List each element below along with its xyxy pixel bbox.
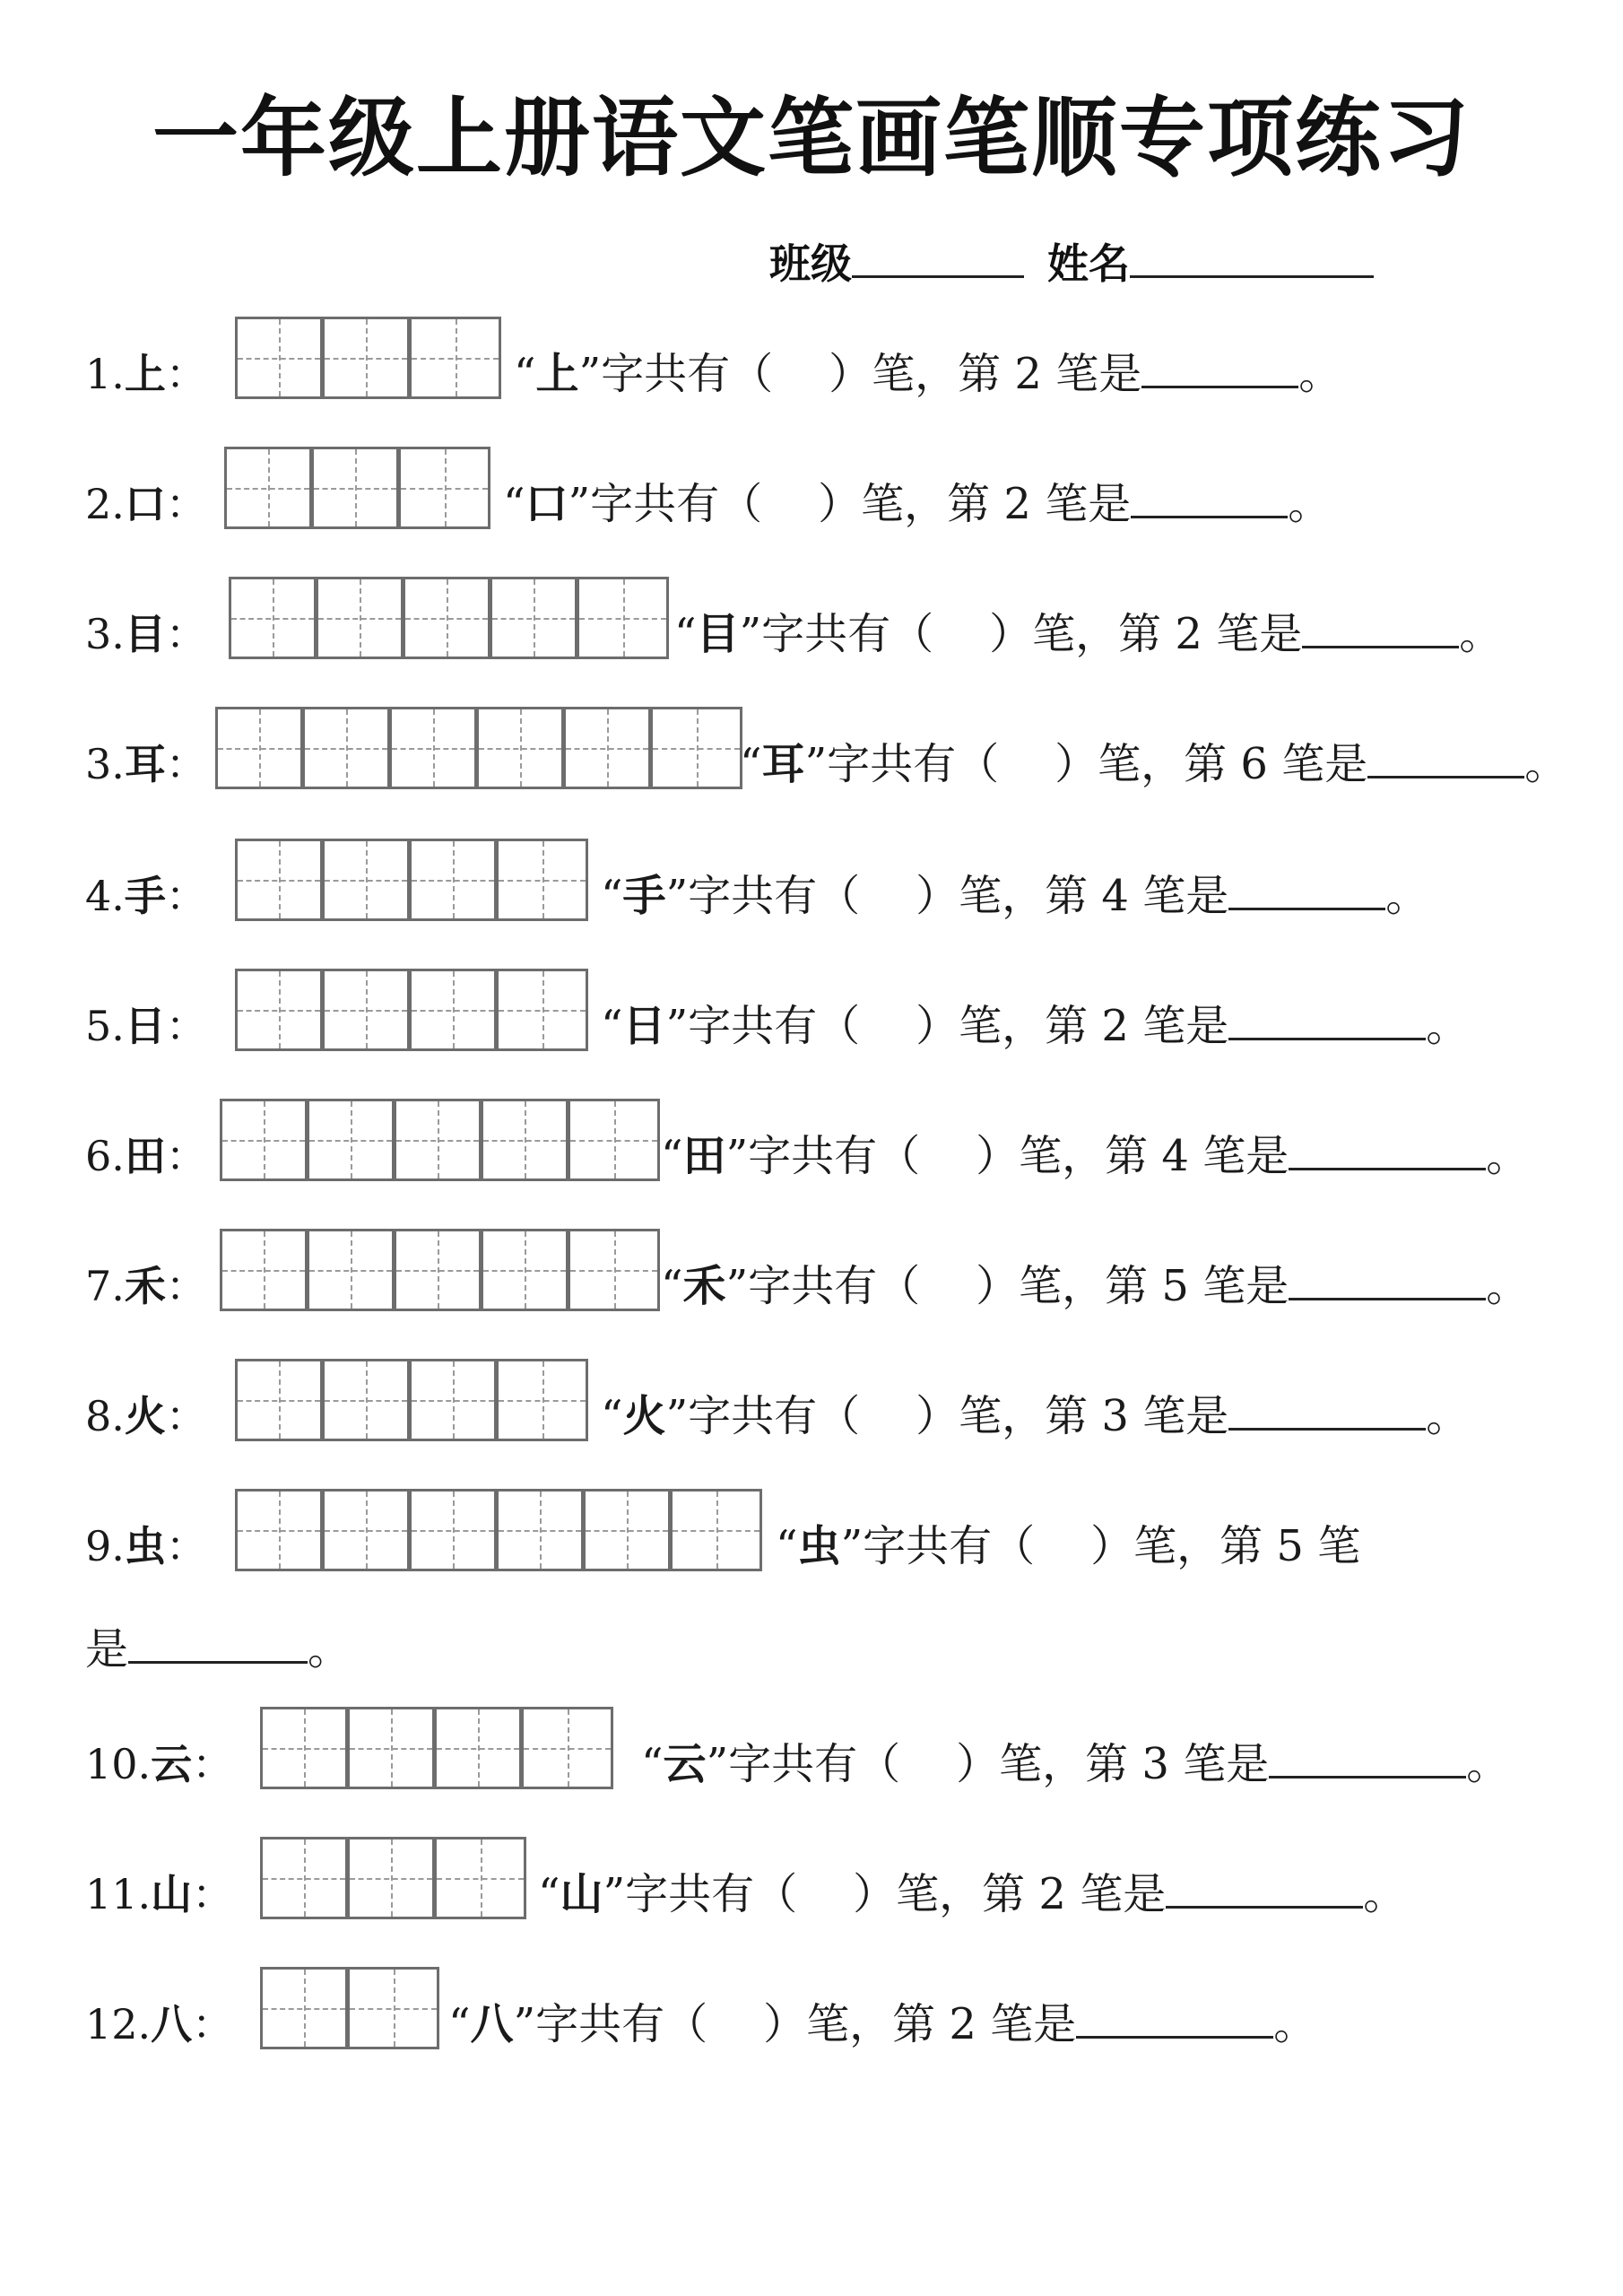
question-text — [641, 1729, 1509, 1791]
question-row — [0, 1707, 1623, 1793]
number-label: 4. — [85, 872, 125, 920]
tianzige-cell[interactable] — [499, 971, 586, 1048]
stroke-number: 2 — [990, 479, 1046, 529]
open-quote: “ — [740, 739, 762, 789]
middle-text: ）笔，第 — [976, 1261, 1149, 1311]
quoted-char: 山 — [560, 1869, 603, 1919]
period: 。 — [1426, 1001, 1470, 1051]
name-label: 姓名 — [1047, 239, 1130, 288]
colon: ： — [165, 610, 207, 658]
question-number — [85, 342, 207, 401]
target-char: 上 — [124, 350, 166, 398]
question-text — [661, 1251, 1529, 1313]
quoted-char: 日 — [622, 1001, 666, 1051]
question-number — [85, 1254, 207, 1313]
close-quote: ” — [725, 1131, 749, 1181]
close-quote: ” — [603, 1869, 626, 1919]
open-quote: “ — [661, 1261, 683, 1311]
tianzige-cell[interactable] — [412, 1492, 499, 1569]
colon: ： — [192, 1740, 234, 1788]
tianzige-cell[interactable] — [412, 841, 499, 918]
stroke-number: 5 — [1263, 1521, 1318, 1571]
middle-text: ）笔，第 — [853, 1869, 1026, 1919]
tianzige-cell[interactable] — [263, 1709, 350, 1787]
quoted-char: 八 — [470, 1999, 514, 2049]
number-label: 9. — [85, 1522, 125, 1570]
tianzige-cell[interactable] — [218, 709, 305, 787]
stroke-number: 5 — [1148, 1261, 1203, 1311]
prefix-text: 字共有（ — [827, 739, 1000, 789]
suffix-text: 笔是 — [1045, 479, 1132, 529]
tianzige-cell[interactable] — [350, 1839, 437, 1917]
tianzige-cell[interactable] — [566, 709, 653, 787]
writing-grid[interactable] — [260, 1707, 613, 1789]
answer-blank[interactable] — [1131, 480, 1288, 518]
open-quote: “ — [641, 1739, 664, 1789]
tianzige-cell[interactable] — [524, 1709, 611, 1787]
colon: ： — [165, 740, 207, 788]
answer-blank[interactable] — [1289, 1132, 1486, 1170]
writing-grid[interactable] — [229, 577, 669, 659]
page-title: 一年级上册语文笔画笔顺专项练习 — [152, 88, 1471, 188]
writing-grid[interactable] — [235, 317, 501, 399]
tianzige-cell[interactable] — [405, 579, 492, 657]
target-char: 日 — [124, 1002, 166, 1050]
tianzige-cell[interactable] — [318, 579, 405, 657]
tianzige-cell[interactable] — [579, 579, 666, 657]
close-quote: ” — [578, 349, 602, 399]
suffix-text: 笔是 — [1055, 349, 1142, 399]
period: 。 — [1486, 1131, 1530, 1181]
colon: ： — [192, 1870, 234, 1918]
tianzige-cell[interactable] — [412, 319, 499, 396]
stroke-number: 3 — [1088, 1391, 1143, 1441]
prefix-text: 字共有（ — [863, 1521, 1036, 1571]
period: 。 — [1426, 1391, 1470, 1441]
close-quote: ” — [665, 1391, 689, 1441]
stroke-label: 笔 — [1317, 1521, 1361, 1571]
question-row — [0, 707, 1623, 793]
open-quote: “ — [674, 609, 697, 659]
tianzige-cell[interactable] — [305, 709, 392, 787]
prefix-text: 字共有（ — [688, 1391, 861, 1441]
period: 。 — [1486, 1261, 1530, 1311]
question-text — [776, 1511, 1360, 1573]
writing-grid[interactable] — [215, 707, 742, 789]
tianzige-cell[interactable] — [238, 1492, 325, 1569]
prefix-text: 字共有（ — [748, 1261, 921, 1311]
tianzige-cell[interactable] — [483, 1231, 570, 1309]
period: 。 — [1273, 1999, 1317, 2049]
question-row — [0, 577, 1623, 663]
open-quote: “ — [601, 1391, 623, 1441]
colon: ： — [165, 350, 207, 398]
middle-text: ）笔，第 — [829, 349, 1002, 399]
tianzige-cell[interactable] — [238, 1361, 325, 1439]
suffix-text: 笔是 — [1202, 1131, 1289, 1181]
close-quote: ” — [568, 479, 591, 529]
question-number — [85, 1384, 207, 1443]
wrapped-continuation — [85, 1614, 351, 1676]
tianzige-cell[interactable] — [479, 709, 566, 787]
number-label: 1. — [85, 350, 125, 398]
tianzige-cell[interactable] — [499, 1361, 586, 1439]
middle-text: ）笔，第 — [916, 1001, 1089, 1051]
target-char: 目 — [124, 610, 166, 658]
stroke-number: 4 — [1148, 1131, 1203, 1181]
number-label: 11. — [85, 1870, 152, 1918]
target-char: 火 — [124, 1392, 166, 1440]
quoted-char: 云 — [663, 1739, 707, 1789]
middle-text: ）笔，第 — [989, 609, 1162, 659]
tianzige-cell[interactable] — [401, 449, 488, 526]
stroke-number: 2 — [1025, 1869, 1081, 1919]
open-quote: “ — [538, 1869, 560, 1919]
tianzige-cell[interactable] — [653, 709, 740, 787]
target-char: 虫 — [124, 1522, 166, 1570]
colon: ： — [165, 872, 207, 920]
number-label: 2. — [85, 480, 125, 528]
question-text — [538, 1859, 1406, 1921]
number-label: 3. — [85, 740, 125, 788]
target-char: 田 — [124, 1132, 166, 1180]
period: 。 — [1466, 1739, 1510, 1789]
prefix-text: 字共有（ — [625, 1869, 798, 1919]
stroke-number: 6 — [1227, 739, 1282, 789]
stroke-number: 2 — [1001, 349, 1056, 399]
middle-text: ）笔，第 — [916, 871, 1089, 921]
period: 。 — [1363, 1869, 1407, 1919]
target-char: 山 — [151, 1870, 193, 1918]
suffix-text: 是 — [85, 1624, 129, 1674]
number-label: 3. — [85, 610, 125, 658]
question-number — [85, 864, 207, 923]
target-char: 耳 — [124, 740, 166, 788]
tianzige-cell[interactable] — [412, 971, 499, 1048]
writing-grid[interactable] — [220, 1099, 660, 1181]
writing-grid[interactable] — [235, 969, 588, 1051]
question-row — [0, 969, 1623, 1055]
target-char: 手 — [124, 872, 166, 920]
question-row — [0, 1837, 1623, 1923]
open-quote: “ — [776, 1521, 798, 1571]
quoted-char: 手 — [622, 871, 666, 921]
middle-text: ）笔，第 — [1055, 739, 1228, 789]
tianzige-cell[interactable] — [586, 1492, 673, 1569]
tianzige-cell[interactable] — [263, 1839, 350, 1917]
quoted-char: 田 — [682, 1131, 726, 1181]
suffix-text: 笔是 — [1183, 1739, 1270, 1789]
tianzige-cell[interactable] — [325, 841, 412, 918]
close-quote: ” — [804, 739, 828, 789]
question-text — [601, 861, 1428, 923]
question-text — [601, 991, 1469, 1053]
number-label: 7. — [85, 1262, 125, 1310]
quoted-char: 火 — [622, 1391, 666, 1441]
writing-grid[interactable] — [220, 1229, 660, 1311]
period: 。 — [1524, 739, 1568, 789]
stroke-number: 2 — [935, 1999, 991, 2049]
colon: ： — [165, 1262, 207, 1310]
question-row — [0, 317, 1623, 403]
stroke-number: 4 — [1088, 871, 1143, 921]
tianzige-cell[interactable] — [437, 1839, 524, 1917]
answer-blank[interactable] — [1141, 350, 1298, 388]
prefix-text: 字共有（ — [688, 1001, 861, 1051]
question-text — [514, 339, 1341, 401]
student-info — [769, 231, 1374, 291]
close-quote: ” — [513, 1999, 536, 2049]
tianzige-cell[interactable] — [437, 1709, 524, 1787]
question-text — [448, 1989, 1316, 2051]
class-label: 班级 — [769, 239, 852, 288]
prefix-text: 字共有（ — [761, 609, 934, 659]
period: 。 — [308, 1624, 352, 1674]
close-quote: ” — [706, 1739, 729, 1789]
tianzige-cell[interactable] — [309, 1231, 396, 1309]
suffix-text: 笔是 — [1281, 739, 1368, 789]
question-text — [674, 599, 1502, 661]
question-number — [85, 1862, 233, 1921]
open-quote: “ — [661, 1131, 683, 1181]
writing-grid[interactable] — [260, 1837, 526, 1919]
quoted-char: 禾 — [682, 1261, 726, 1311]
tianzige-cell[interactable] — [222, 1231, 309, 1309]
question-text — [740, 729, 1567, 791]
question-number — [85, 472, 207, 531]
question-text — [601, 1381, 1469, 1443]
tianzige-cell[interactable] — [396, 1101, 483, 1178]
tianzige-cell[interactable] — [570, 1231, 657, 1309]
question-row — [0, 1359, 1623, 1445]
close-quote: ” — [665, 871, 689, 921]
stroke-number: 3 — [1128, 1739, 1184, 1789]
tianzige-cell[interactable] — [238, 319, 325, 396]
tianzige-cell[interactable] — [350, 1970, 437, 2047]
period: 。 — [1459, 609, 1503, 659]
target-char: 八 — [151, 2000, 193, 2048]
quoted-char: 耳 — [761, 739, 805, 789]
middle-text: ）笔，第 — [818, 479, 991, 529]
question-number — [85, 1732, 233, 1791]
question-text — [503, 469, 1331, 531]
writing-grid[interactable] — [235, 839, 588, 921]
tianzige-cell[interactable] — [222, 1101, 309, 1178]
period: 。 — [1288, 479, 1332, 529]
tianzige-cell[interactable] — [350, 1709, 437, 1787]
tianzige-cell[interactable] — [238, 841, 325, 918]
tianzige-cell[interactable] — [227, 449, 314, 526]
question-row — [0, 1099, 1623, 1185]
close-quote: ” — [665, 1001, 689, 1051]
question-row — [0, 839, 1623, 925]
open-quote: “ — [503, 479, 525, 529]
answer-blank[interactable] — [1228, 1002, 1426, 1040]
number-label: 12. — [85, 2000, 152, 2048]
suffix-text: 笔是 — [1202, 1261, 1289, 1311]
tianzige-cell[interactable] — [325, 1492, 412, 1569]
question-text — [661, 1121, 1529, 1183]
tianzige-cell[interactable] — [570, 1101, 657, 1178]
target-char: 云 — [151, 1740, 193, 1788]
colon: ： — [165, 1002, 207, 1050]
middle-text: ）笔，第 — [1090, 1521, 1263, 1571]
open-quote: “ — [601, 1001, 623, 1051]
target-char: 禾 — [124, 1262, 166, 1310]
tianzige-cell[interactable] — [499, 841, 586, 918]
open-quote: “ — [601, 871, 623, 921]
quoted-char: 口 — [525, 479, 568, 529]
colon: ： — [165, 480, 207, 528]
prefix-text: 字共有（ — [535, 1999, 708, 2049]
tianzige-cell[interactable] — [412, 1361, 499, 1439]
class-blank[interactable] — [852, 239, 1024, 278]
question-number — [85, 732, 207, 791]
suffix-text: 笔是 — [1142, 1391, 1229, 1441]
quoted-char: 虫 — [797, 1521, 841, 1571]
answer-blank[interactable] — [1367, 740, 1524, 778]
answer-blank[interactable] — [1302, 610, 1459, 648]
close-quote: ” — [840, 1521, 864, 1571]
question-number — [85, 602, 207, 661]
writing-grid[interactable] — [235, 1359, 588, 1441]
question-row — [0, 1489, 1623, 1575]
question-number — [85, 994, 207, 1053]
number-label: 6. — [85, 1132, 125, 1180]
prefix-text: 字共有（ — [748, 1131, 921, 1181]
colon: ： — [192, 2000, 234, 2048]
suffix-text: 笔是 — [1142, 871, 1229, 921]
colon: ： — [165, 1522, 207, 1570]
question-number — [85, 1992, 233, 2051]
question-row — [0, 447, 1623, 533]
suffix-text: 笔是 — [1142, 1001, 1229, 1051]
number-label: 8. — [85, 1392, 125, 1440]
stroke-number: 2 — [1088, 1001, 1143, 1051]
target-char: 口 — [124, 480, 166, 528]
tianzige-cell[interactable] — [396, 1231, 483, 1309]
open-quote: “ — [448, 1999, 471, 2049]
question-number — [85, 1124, 207, 1183]
tianzige-cell[interactable] — [309, 1101, 396, 1178]
tianzige-cell[interactable] — [492, 579, 579, 657]
answer-blank[interactable] — [1269, 1740, 1466, 1779]
answer-blank[interactable] — [128, 1625, 308, 1664]
period: 。 — [1385, 871, 1429, 921]
middle-text: ）笔，第 — [976, 1131, 1149, 1181]
close-quote: ” — [725, 1261, 749, 1311]
question-number — [85, 1514, 207, 1573]
middle-text: ）笔，第 — [956, 1739, 1129, 1789]
tianzige-cell[interactable] — [231, 579, 318, 657]
number-label: 10. — [85, 1740, 152, 1788]
writing-grid[interactable] — [260, 1967, 439, 2049]
suffix-text: 笔是 — [1080, 1869, 1167, 1919]
quoted-char: 目 — [696, 609, 740, 659]
tianzige-cell[interactable] — [263, 1970, 350, 2047]
answer-blank[interactable] — [1228, 1392, 1426, 1431]
answer-blank[interactable] — [1289, 1262, 1486, 1300]
number-label: 5. — [85, 1002, 125, 1050]
colon: ： — [165, 1392, 207, 1440]
period: 。 — [1298, 349, 1342, 399]
prefix-text: 字共有（ — [601, 349, 774, 399]
tianzige-cell[interactable] — [325, 319, 412, 396]
suffix-text: 笔是 — [1216, 609, 1303, 659]
writing-grid[interactable] — [235, 1489, 762, 1571]
tianzige-cell[interactable] — [325, 1361, 412, 1439]
middle-text: ）笔，第 — [916, 1391, 1089, 1441]
colon: ： — [165, 1132, 207, 1180]
prefix-text: 字共有（ — [590, 479, 763, 529]
stroke-number: 2 — [1161, 609, 1217, 659]
tianzige-cell[interactable] — [673, 1492, 759, 1569]
question-row — [0, 1967, 1623, 2053]
tianzige-cell[interactable] — [238, 971, 325, 1048]
name-blank[interactable] — [1130, 239, 1374, 278]
quoted-char: 上 — [535, 349, 579, 399]
tianzige-cell[interactable] — [499, 1492, 586, 1569]
answer-blank[interactable] — [1166, 1870, 1363, 1909]
suffix-text: 笔是 — [990, 1999, 1077, 2049]
prefix-text: 字共有（ — [728, 1739, 901, 1789]
tianzige-cell[interactable] — [325, 971, 412, 1048]
writing-grid[interactable] — [224, 447, 490, 529]
close-quote: ” — [739, 609, 762, 659]
tianzige-cell[interactable] — [392, 709, 479, 787]
answer-blank[interactable] — [1076, 2000, 1273, 2039]
tianzige-cell[interactable] — [314, 449, 401, 526]
question-row — [0, 1229, 1623, 1315]
middle-text: ）笔，第 — [763, 1999, 936, 2049]
open-quote: “ — [514, 349, 536, 399]
answer-blank[interactable] — [1228, 872, 1385, 910]
prefix-text: 字共有（ — [688, 871, 861, 921]
tianzige-cell[interactable] — [483, 1101, 570, 1178]
